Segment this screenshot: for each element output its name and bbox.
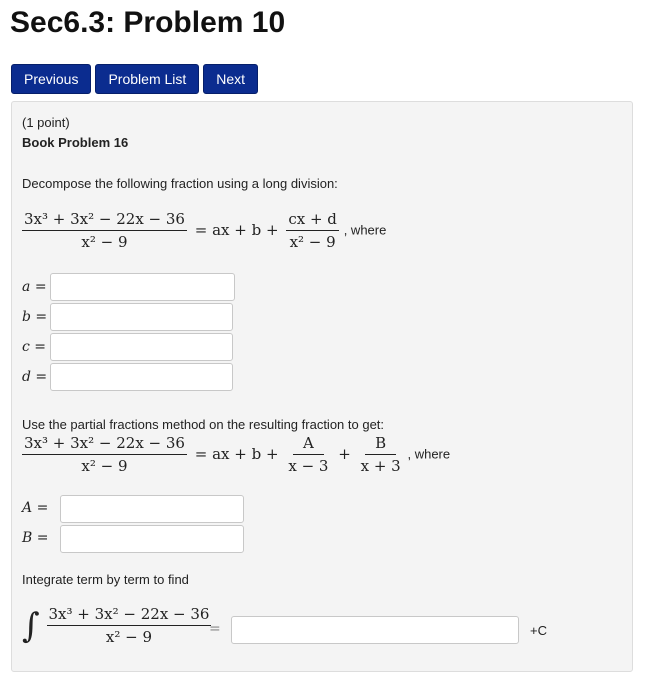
instruction-integrate: Integrate term by term to find [22, 572, 189, 587]
decomposition-equation [22, 210, 386, 251]
label-b [22, 309, 47, 325]
integral-expression [22, 605, 211, 646]
eq-c: = [34, 339, 47, 355]
remainder-fraction [286, 210, 339, 251]
instruction-long-division: Decompose the following fraction using a long division: [22, 176, 338, 191]
label-a [22, 279, 47, 295]
where-text-2: , where [407, 446, 451, 462]
var-B: B [22, 530, 33, 546]
remainder-numerator: cx + d [286, 210, 339, 231]
fraction-B-numerator: B [365, 434, 396, 455]
answer-A-input[interactable] [60, 495, 244, 523]
instruction-partial-fractions: Use the partial fractions method on the resulting fraction to get: [22, 417, 385, 432]
integrand-denominator: x² − 9 [105, 628, 153, 646]
lhs-fraction-2 [22, 434, 187, 475]
fraction-B-denominator: x + 3 [360, 457, 401, 475]
where-text: , where [343, 222, 387, 238]
integral-answer-input[interactable] [231, 616, 519, 644]
next-button[interactable]: Next [203, 64, 258, 94]
integral-equals: = [209, 621, 221, 637]
answer-a-input[interactable] [50, 273, 235, 301]
partial-fraction-equation [22, 434, 450, 475]
var-d: d [22, 369, 31, 385]
previous-button[interactable]: Previous [11, 64, 91, 94]
fraction-A-denominator: x − 3 [288, 457, 329, 475]
problem-panel [11, 101, 633, 672]
lhs-numerator: 3x³ + 3x² − 22x − 36 [22, 210, 187, 231]
integral-sign: ∫ [22, 605, 40, 646]
var-A: A [22, 500, 33, 516]
answer-B-input[interactable] [60, 525, 244, 553]
remainder-denominator: x² − 9 [289, 233, 336, 251]
label-d [22, 369, 47, 385]
lhs-fraction [22, 210, 187, 251]
integrand-fraction [47, 605, 212, 646]
answer-b-input[interactable] [50, 303, 233, 331]
rhs-lead-2: = ax + b + [194, 444, 279, 463]
var-a: a [22, 279, 31, 295]
rhs-lead: = ax + b + [194, 220, 279, 239]
eq-d: = [35, 369, 48, 385]
eq-A: = [36, 500, 49, 516]
problem-nav [11, 64, 258, 94]
problem-list-button[interactable]: Problem List [95, 64, 199, 94]
integrand-numerator: 3x³ + 3x² − 22x − 36 [47, 605, 212, 626]
answer-d-input[interactable] [50, 363, 233, 391]
points-label: (1 point) [22, 115, 70, 130]
eq-a: = [34, 279, 47, 295]
page-title: Sec6.3: Problem 10 [10, 6, 286, 39]
lhs-denominator: x² − 9 [81, 233, 128, 251]
eq-B: = [36, 530, 49, 546]
label-B [22, 530, 48, 546]
lhs-denominator-2: x² − 9 [81, 457, 128, 475]
lhs-numerator-2: 3x³ + 3x² − 22x − 36 [22, 434, 187, 455]
label-A [22, 500, 48, 516]
answer-c-input[interactable] [50, 333, 233, 361]
book-problem-label: Book Problem 16 [22, 135, 129, 150]
var-c: c [22, 339, 30, 355]
plus-sign: + [338, 444, 351, 463]
fraction-B [359, 434, 403, 475]
fraction-A [286, 434, 330, 475]
label-c [22, 339, 46, 355]
var-b: b [22, 309, 31, 325]
eq-b: = [35, 309, 48, 325]
fraction-A-numerator: A [293, 434, 324, 455]
constant-suffix: +C [530, 623, 547, 638]
